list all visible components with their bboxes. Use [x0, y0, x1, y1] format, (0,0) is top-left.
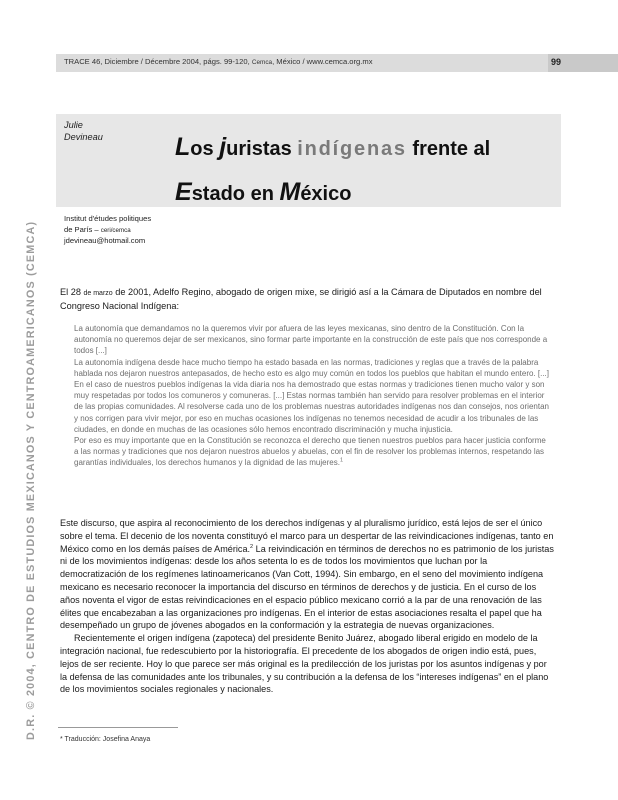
sidebar-copyright: D.R. © 2004, CENTRO DE ESTUDIOS MEXICANOS Y CENTROAMERICANOS (CEMCA) — [25, 220, 37, 740]
footnote-rule — [58, 727, 178, 728]
body-text — [60, 517, 554, 696]
lead-paragraph: El 28 de marzo de 2001, Adelfo Regino, abogado de origen mixe, se dirigió así a la Cámara de Diputados en nombre del Congreso Nacional Indígena: — [60, 287, 542, 311]
footnote-ref: 1 — [339, 457, 343, 464]
quote-paragraph: La autonomía que demandamos no la queremos vivir por afuera de las leyes mexicanas, sino dentro de la Constitución. Con la autonomía no queremos dejar de ser mexicanos, sino formar parte importante en la construcción de este país que nos corresponde a todos [...] — [74, 324, 548, 356]
running-header: TRACE 46, Diciembre / Décembre 2004, págs. 99-120, Cemca, México / www.cemca.org.mx — [64, 57, 373, 66]
author-affiliation: Institut d'études politiques de París – ceri/cemca jdevineau@hotmail.com — [64, 214, 152, 246]
title-line-2: Estado en México — [175, 178, 352, 206]
page-number: 99 — [551, 57, 562, 67]
title-line-1: Los juristas indígenas frente al — [175, 133, 491, 161]
quote-paragraph: La autonomía indígena desde hace mucho tiempo ha estado basada en las normas, tradiciones y reglas que a través de la palabra hablada nos dejaron nuestros antepasados, de hecho esto es algo muy común en todos los pueblos que habitan el mundo entero. [...] En el caso de nuestros pueblos indígenas la vida diaria nos ha demostrado que estas normas y tradiciones tienen mucho valor y son muy respetadas por todos los comuneros y comuneras. [...] Estas normas también han servido para resolver problemas en el interior de las propias comunidades. Al resolverse cada uno de los problemas nuestras autoridades indígenas nos dan consejos, nos orientan y nos corrigen para vivir mejor, por eso en muchas ocasiones los indígenas no tenemos necesidad de acudir a los tribunales de las ciudades, en donde en muchas de las ocasiones sólo hemos encontrado discriminación y mucha injusticia. — [74, 357, 549, 434]
quote-paragraph: Por eso es muy importante que en la Constitución se reconozca el derecho que tienen nuestros pueblos para hacer justicia conforme a las normas y tradiciones que nos dejaron nuestros abuelos y abuelas, con el fin de resolver los problemas internos, respetando las garantías individuales, los derechos humanos y la dignidad de las mujeres.$^1$ — [74, 436, 546, 468]
body-paragraph: Este discurso, que aspira al reconocimiento de los derechos indígenas y al pluralismo jurídico, está lejos de ser el único sobre el tema. El decenio de los noventa constituyó el marco para un despertar de las reivindicaciones indígenas, tanto en México como en los demás países de América.$^2$ La reivindicación en términos de derechos no es patrimonio de los juristas ni de los movimientos indígenas: desde los años setenta lo es de todos los movimientos que luchan por la democratización de los regímenes latinoamericanos (Van Cott, 1994). Sin embargo, en el seno del movimiento indígena mexicano es necesario reconocer la importancia del discurso en términos de derechos y de justicia. En el curso de los años noventa el vigor de estas reivindicaciones en el espacio público mexicano corrió a la par de una renovación de las élites que encabezaban a las organizaciones pro indígenas. En el interior de estas asociaciones resalta el papel que ha desempeñado un grupo de jóvenes abogados en la conformación y la estrategia de nuevas organizaciones. — [60, 518, 554, 631]
block-quote — [74, 323, 552, 469]
article-title — [175, 126, 490, 216]
footnote-ref: 2 — [250, 543, 254, 550]
footnote: * Traducción: Josefina Anaya — [60, 736, 151, 743]
body-paragraph: Recientemente el origen indígena (zapoteca) del presidente Benito Juárez, abogado liberal erigido en modelo de la integración nacional, fue redescubierto por la historiografía. El precedente de los abogados de origen indio está, pues, lejos de ser reciente. Hoy lo que parece ser más original es la predilección de los juristas por los asuntos indígenas y por la defensa de las comunidades ante los tribunales, y su contribución a la defensa de los “intereses indígenas” en el plano de los movimientos sociales regionales y nacionales. — [60, 633, 549, 695]
author-email: jdevineau@hotmail.com — [64, 236, 146, 246]
author: Julie Devineau — [64, 120, 103, 142]
